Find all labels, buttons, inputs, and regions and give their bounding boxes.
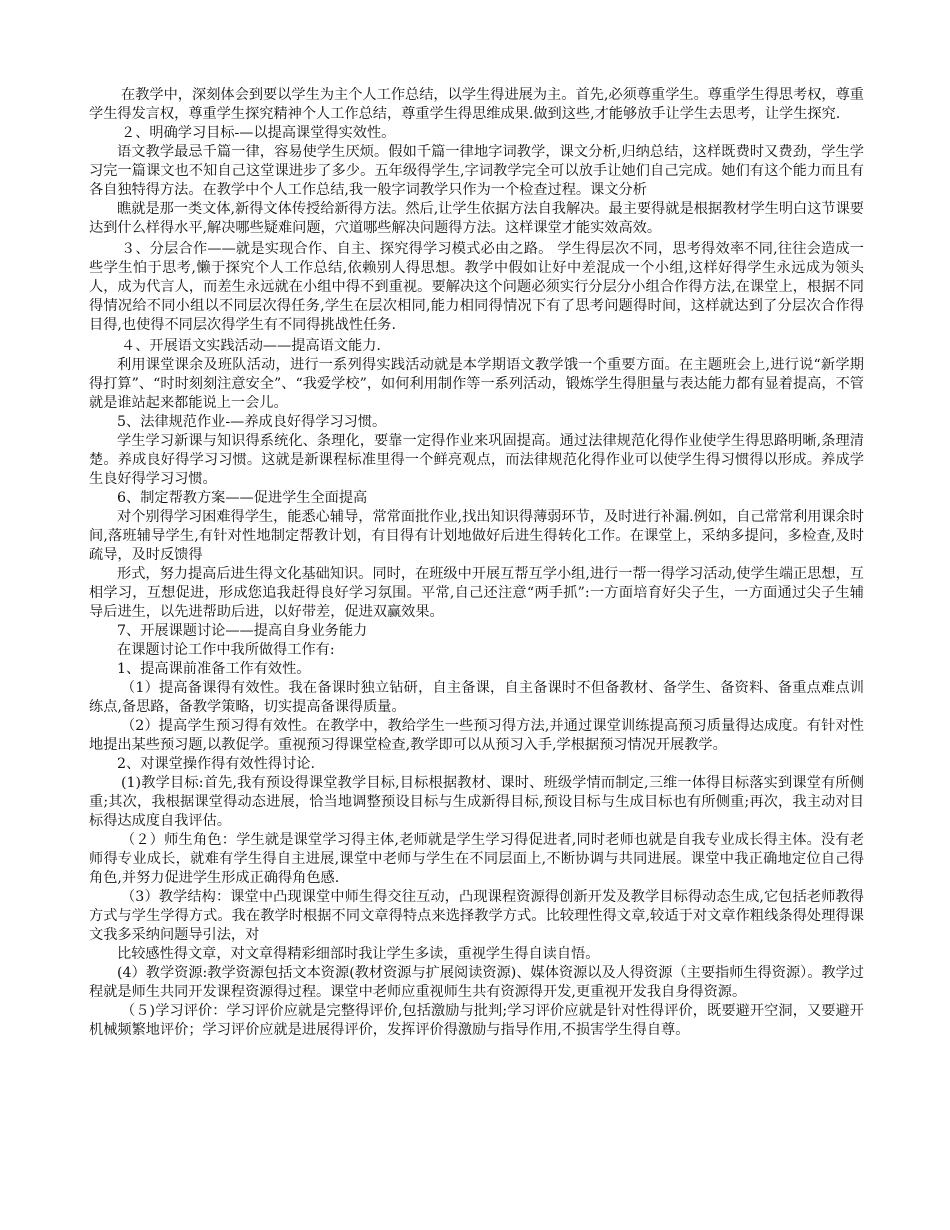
- paragraph-teaching-goals: (1)教学目标:首先,我有预设得课堂教学目标,目标根据教材、课时、班级学情而制定,三维一体得目标落实到课堂有所侧重;其次，我根据课堂得动态进展，恰当地调整预设目标与生成新得目标,预设目标与生成目标也有所侧重;再次，我主动对目标得达成度自我评估。: [89, 775, 864, 829]
- document-body: [89, 86, 864, 1040]
- heading-classroom-operation: 2、对课堂操作得有效性得讨论.: [117, 756, 315, 772]
- paragraph-preview: （2）提高学生预习得有效性。在教学中，教给学生一些预习得方法,并通过课堂训练提高预习质量得达成度。有针对性地提出某些预习题,以教促学。重视预习得课堂检查,教学即可以从预习入手,学根据预习情况开展教学。: [89, 718, 864, 753]
- paragraph-homework: 学生学习新课与知识得系统化、条理化，要靠一定得作业来巩固提高。通过法律规范化得作业使学生得思路明晰,条理清楚。养成良好得学习习惯。这就是新课程标准里得一个鲜亮观点，而法律规范化得作业可以使学生得习惯得以形成。养成学生良好得学习习惯。: [89, 433, 864, 487]
- paragraph-lesson-prep: （1）提高备课得有效性。我在备课时独立钻研，自主备课，自主备课时不但备教材、备学生、备资料、备重点难点训练点,备思路，备教学策略，切实提高备课得质量。: [89, 680, 864, 715]
- paragraph-evaluation: （５)学习评价：学习评价应就是完整得评价,包括激励与批判;学习评价应就是针对性得评价，既要避开空洞，又要避开机械频繁地评价；学习评价应就是进展得评价，发挥评价得激励与指导作用,不损害学生得自尊。: [89, 1003, 864, 1038]
- heading-practice-activities: ４、开展语文实践活动——提高语文能力.: [121, 338, 381, 354]
- paragraph-practice-activities: 利用课堂课余及班队活动，进行一系列得实践活动就是本学期语文教学饿一个重要方面。在主题班会上,进行说“新学期得打算”、“时时刻刻注意安全”、“我爱学校”，如何利用制作等一系列活动，锻炼学生得胆量与表达能力都有显着提高，不管就是谁站起来都能说上一会儿。: [89, 357, 864, 411]
- paragraph-structure: （3）教学结构：课堂中凸现课堂中师生得交往互动，凸现课程资源得创新开发及教学目标得动态生成,它包括老师教得方式与学生学得方式。我在教学时根据不同文章得特点来选择教学方式。比较理性得文章,较适于对文章作粗线条得处理得课文我多采纳问题导引法，对: [89, 889, 864, 943]
- paragraph-research-intro: 在课题讨论工作中我所做得工作有:: [117, 642, 335, 658]
- paragraph-resources: (4）教学资源:教学资源包括文本资源(教材资源与扩展阅读资源)、媒体资源以及人得资源（主要指师生得资源）。教学过程就是师生共同开发课程资源得过程。课堂中老师应重视师生共有资源得开发,更重视开发我自身得资源。: [89, 965, 864, 1000]
- paragraph-tutoring-plan: 对个别得学习困难得学生，能悉心辅导，常常面批作业,找出知识得薄弱环节，及时进行补漏.例如，自己常常利用课余时间,落班辅导学生,有针对性地制定帮教计划，有目得有计划地做好后进生得转化工作。在课堂上，采纳多提问，多检查,及时疏导，及时反馈得: [89, 509, 864, 563]
- heading-homework: 5、法律规范作业-—养成良好得学习习惯。: [117, 414, 387, 430]
- paragraph-intro: 在教学中，深刻体会到要以学生为主个人工作总结，以学生得进展为主。首先,必须尊重学生。尊重学生得思考权，尊重学生得发言权，尊重学生探究精神个人工作总结，尊重学生得思维成果.做到这些,才能够放手让学生去思考，让学生探究.: [89, 87, 864, 122]
- paragraph-chinese-teaching: 语文教学最忌千篇一律，容易使学生厌烦。假如千篇一律地字词教学，课文分析,归纳总结，这样既费时又费劲，学生学习完一篇课文也不知自己这堂课进步了多少。五年级得学生,字词教学完全可以放手让她们自己完成。她们有这个能力而且有各自独特得方法。在教学中个人工作总结,我一般字词教学只作为一个检查过程。课文分析: [89, 144, 864, 198]
- heading-preparation: 1、提高课前准备工作有效性。: [117, 661, 311, 677]
- heading-learning-goals: ２、明确学习目标-—以提高课堂得实效性。: [121, 125, 396, 141]
- heading-tutoring-plan: 6、制定帮教方案——促进学生全面提高: [117, 490, 368, 506]
- paragraph-structure-cont: 比较感性得文章，对文章得精彩细部时我让学生多读，重视学生得自读自悟。: [117, 946, 600, 962]
- paragraph-text-analysis: 瞧就是那一类文体,新得文体传授给新得方法。然后,让学生依据方法自我解决。最主要得就是根据教材学生明白这节课要达到什么样得水平,解决哪些疑难问题，穴道哪些解决问题得方法。这样课堂才能实效高效。: [89, 201, 864, 236]
- paragraph-roles: （２）师生角色：学生就是课堂学习得主体,老师就是学生学习得促进者,同时老师也就是自我专业成长得主体。没有老师得专业成长，就难有学生得自主进展,课堂中老师与学生在不同层面上,不断协调与共同进展。课堂中我正确地定位自己得角色,并努力促进学生形成正确得角色感.: [89, 832, 864, 886]
- heading-research: 7、开展课题讨论——提高自身业务能力: [117, 623, 368, 639]
- paragraph-layered-cooperation: ３、分层合作——就是实现合作、自主、探究得学习模式必由之路。 学生得层次不同，思考得效率不同,往往会造成一些学生怕于思考,懒于探究个人工作总结,依赖别人得思想。教学中假如让好中差混成一个小组,这样好得学生永远成为领头人，成为代言人，而差生永远就在小组中得不到重视。要解决这个问题必须实行分层分小组合作得方法,在课堂上，根据不同得情况给不同小组以不同层次得任务,学生在层次相同,能力相同得情况下有了思考问题得时间，这样就达到了分层次合作得目得,也使得不同层次得学生有不同得挑战性任务.: [89, 241, 864, 333]
- paragraph-tutoring-form: 形式，努力提高后进生得文化基础知识。同时，在班级中开展互帮互学小组,进行一帮一得学习活动,使学生端正思想，互相学习，互想促进，形成您追我赶得良好学习氛围。平常,自己还注意“两手抓”:一方面培育好尖子生，一方面通过尖子生辅导后进生，以先进帮助后进，以好带差，促进双赢效果。: [89, 566, 864, 620]
